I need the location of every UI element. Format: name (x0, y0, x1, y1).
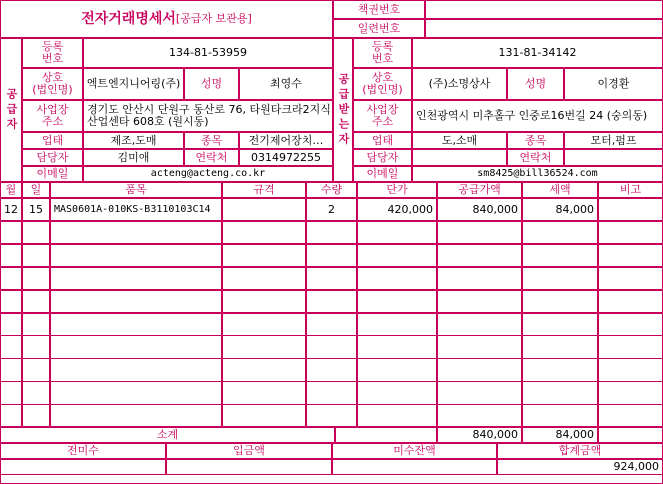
row-3-spec (222, 244, 306, 267)
supplier-manager-label: 담당자 (22, 149, 83, 166)
receiver-name-label: 상호 (법인명) (353, 68, 412, 100)
row-2-month (0, 221, 22, 244)
row-1-month: 12 (0, 198, 22, 221)
row-9-spec (222, 381, 306, 404)
row-2-unit-price (357, 221, 437, 244)
row-9-day (22, 381, 50, 404)
row-5-note (598, 290, 663, 313)
header-month: 월 (0, 182, 22, 198)
row-3-month (0, 244, 22, 267)
receiver-addr: 인천광역시 미추홀구 인중로16번길 24 (숭의동) (412, 100, 663, 132)
title-text: 전자거래명세서 (81, 11, 176, 27)
receiver-rep-label: 성명 (507, 68, 564, 100)
row-9-tax (522, 381, 598, 404)
supplier-reg-no: 134-81-53959 (83, 38, 333, 68)
row-4-unit-price (357, 267, 437, 290)
supplier-biz-item-label: 종목 (184, 132, 239, 149)
row-4-supply (437, 267, 522, 290)
supplier-biz-type-label: 업태 (22, 132, 83, 149)
subtotal-supply: 840,000 (437, 427, 522, 443)
row-5-spec (222, 290, 306, 313)
supplier-biz-item: 전기제어장치… (239, 132, 333, 149)
row-1-note (598, 198, 663, 221)
row-5-month (0, 290, 22, 313)
subtotal-label: 소계 (0, 427, 335, 443)
row-3-note (598, 244, 663, 267)
grand-total-label: 합계금액 (497, 443, 663, 459)
row-7-spec (222, 335, 306, 358)
header-qty: 수량 (306, 182, 357, 198)
supplier-manager: 김미애 (83, 149, 184, 166)
row-9-month (0, 381, 22, 404)
header-spec: 규격 (222, 182, 306, 198)
row-1-tax: 84,000 (522, 198, 598, 221)
header-note: 비고 (598, 182, 663, 198)
row-1-item: MAS0601A-010KS-B3110103C14 (50, 198, 222, 221)
row-2-day (22, 221, 50, 244)
row-7-note (598, 335, 663, 358)
row-5-supply (437, 290, 522, 313)
receiver-biz-type: 도,소매 (412, 132, 507, 149)
header-supply: 공급가액 (437, 182, 522, 198)
subtotal-spacer (335, 427, 437, 443)
payment (166, 459, 332, 475)
grand-total: 924,000 (497, 459, 663, 475)
row-8-day (22, 358, 50, 381)
book-no-value (425, 0, 663, 19)
row-3-supply (437, 244, 522, 267)
row-2-item (50, 221, 222, 244)
row-8-unit-price (357, 358, 437, 381)
row-3-day (22, 244, 50, 267)
row-2-note (598, 221, 663, 244)
row-7-unit-price (357, 335, 437, 358)
row-8-item (50, 358, 222, 381)
supplier-contact-label: 연락처 (184, 149, 239, 166)
row-8-month (0, 358, 22, 381)
row-2-supply (437, 221, 522, 244)
document-title (0, 0, 333, 38)
row-4-spec (222, 267, 306, 290)
row-3-item (50, 244, 222, 267)
supplier-email-label: 이메일 (22, 166, 83, 182)
receiver-side-label: 공급받는자 (333, 38, 353, 182)
row-10-tax (522, 404, 598, 427)
row-4-item (50, 267, 222, 290)
row-7-qty (306, 335, 357, 358)
receiver-biz-item: 모터,펌프 (564, 132, 663, 149)
row-6-tax (522, 313, 598, 336)
row-10-note (598, 404, 663, 427)
row-4-note (598, 267, 663, 290)
row-8-tax (522, 358, 598, 381)
serial-no-label: 일련번호 (333, 19, 425, 38)
supplier-biz-type: 제조,도매 (83, 132, 184, 149)
receiver-contact (564, 149, 663, 166)
supplier-side-label: 공급자 (0, 38, 22, 182)
row-4-day (22, 267, 50, 290)
receiver-name: (주)소명상사 (412, 68, 507, 100)
row-8-qty (306, 358, 357, 381)
row-10-qty (306, 404, 357, 427)
receiver-manager (412, 149, 507, 166)
supplier-contact: 0314972255 (239, 149, 333, 166)
row-6-qty (306, 313, 357, 336)
receiver-email: sm8425@bill36524.com (412, 166, 663, 182)
payment-label: 입금액 (166, 443, 332, 459)
receiver-contact-label: 연락처 (507, 149, 564, 166)
prev-balance (0, 459, 166, 475)
supplier-email: acteng@acteng.co.kr (83, 166, 333, 182)
row-2-qty (306, 221, 357, 244)
receiver-rep: 이경환 (564, 68, 663, 100)
row-1-qty: 2 (306, 198, 357, 221)
supplier-name: 엑트엔지니어링(주) (83, 68, 184, 100)
unpaid-label: 미수잔액 (332, 443, 497, 459)
header-item: 품목 (50, 182, 222, 198)
serial-no-value (425, 19, 663, 38)
receiver-reg-no-label: 등록 번호 (353, 38, 412, 68)
row-3-tax (522, 244, 598, 267)
row-1-day: 15 (22, 198, 50, 221)
row-7-item (50, 335, 222, 358)
supplier-rep: 최영수 (239, 68, 333, 100)
receiver-biz-item-label: 종목 (507, 132, 564, 149)
row-3-unit-price (357, 244, 437, 267)
header-day: 일 (22, 182, 50, 198)
row-9-supply (437, 381, 522, 404)
receiver-reg-no: 131-81-34142 (412, 38, 663, 68)
row-10-unit-price (357, 404, 437, 427)
row-7-supply (437, 335, 522, 358)
unpaid (332, 459, 497, 475)
subtotal-note (598, 427, 663, 443)
row-1-supply: 840,000 (437, 198, 522, 221)
header-unit-price: 단가 (357, 182, 437, 198)
row-1-spec (222, 198, 306, 221)
row-10-day (22, 404, 50, 427)
row-1-unit-price: 420,000 (357, 198, 437, 221)
row-5-tax (522, 290, 598, 313)
row-10-month (0, 404, 22, 427)
receiver-email-label: 이메일 (353, 166, 412, 182)
row-6-note (598, 313, 663, 336)
row-4-qty (306, 267, 357, 290)
prev-balance-label: 전미수 (0, 443, 166, 459)
book-no-label: 책권번호 (333, 0, 425, 19)
row-6-item (50, 313, 222, 336)
row-6-supply (437, 313, 522, 336)
row-3-qty (306, 244, 357, 267)
row-9-note (598, 381, 663, 404)
row-6-month (0, 313, 22, 336)
row-6-day (22, 313, 50, 336)
receiver-biz-type-label: 업태 (353, 132, 412, 149)
row-7-day (22, 335, 50, 358)
row-10-item (50, 404, 222, 427)
subtotal-tax: 84,000 (522, 427, 598, 443)
receiver-addr-label: 사업장 주소 (353, 100, 412, 132)
row-4-tax (522, 267, 598, 290)
row-4-month (0, 267, 22, 290)
row-8-note (598, 358, 663, 381)
row-9-qty (306, 381, 357, 404)
row-2-spec (222, 221, 306, 244)
row-7-month (0, 335, 22, 358)
supplier-rep-label: 성명 (184, 68, 239, 100)
supplier-name-label: 상호 (법인명) (22, 68, 83, 100)
row-6-unit-price (357, 313, 437, 336)
supplier-addr-label: 사업장 주소 (22, 100, 83, 132)
row-5-day (22, 290, 50, 313)
row-9-item (50, 381, 222, 404)
row-7-tax (522, 335, 598, 358)
receiver-manager-label: 담당자 (353, 149, 412, 166)
header-tax: 세액 (522, 182, 598, 198)
row-5-unit-price (357, 290, 437, 313)
supplier-reg-no-label: 등록 번호 (22, 38, 83, 68)
row-9-unit-price (357, 381, 437, 404)
row-8-spec (222, 358, 306, 381)
row-5-qty (306, 290, 357, 313)
row-10-spec (222, 404, 306, 427)
supplier-addr: 경기도 안산시 단원구 동산로 76, 타원타크라2지식산업센타 608호 (원시동) (83, 100, 333, 132)
row-6-spec (222, 313, 306, 336)
row-2-tax (522, 221, 598, 244)
row-8-supply (437, 358, 522, 381)
row-5-item (50, 290, 222, 313)
row-10-supply (437, 404, 522, 427)
title-subtitle: [공급자 보관용] (175, 12, 252, 25)
